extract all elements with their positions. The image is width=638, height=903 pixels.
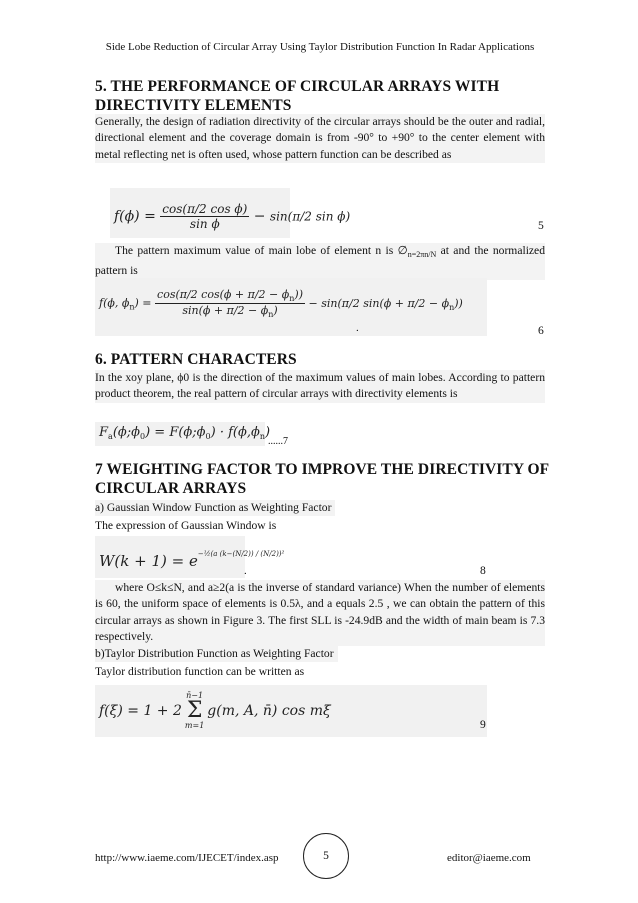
equation-7-number: ......7: [268, 436, 288, 447]
gaussian-paragraph: where O≤k≤N, and a≥2(a is the inverse of standard variance) When the number of elements is 60, the uniform space of elements is 0.5λ, and a equals 2.5 , we can obtain the pattern of this circular arrays as shown in Figure 3. The first SLL is -24.9dB and the width of main beam is 7.3 respectively.: [95, 580, 545, 646]
taylor-intro-line: Taylor distribution function can be written as: [95, 665, 305, 678]
subsection-b-title: b)Taylor Distribution Function as Weighting Factor: [95, 646, 338, 662]
eq8-exponent: −½(a (k−(N/2)) / (N/2))²: [197, 550, 285, 558]
eq9-summation: n̄−1 Σ m=1: [184, 691, 205, 730]
equation-5: f(ϕ) = $\frac{\text{cos(π/2 cos ϕ)}}{\text{sin ϕ}}$ − sin(π/2 sin ϕ): [110, 188, 290, 238]
section-7-heading: 7 WEIGHTING FACTOR TO IMPROVE THE DIRECTIVITY OF CIRCULAR ARRAYS: [95, 461, 549, 497]
footer-url-link[interactable]: http://www.iaeme.com/IJECET/index.asp: [95, 852, 279, 864]
equation-9: f(ξ) = 1 + 2 n̄−1 Σ m=1 g(m, A, n̄) cos mξ: [95, 685, 487, 737]
page-number: 5: [303, 833, 349, 879]
phi-symbol: ∅: [397, 244, 408, 257]
equation-7: $F_a(\phi;\phi_0)$ = $F(\phi;\phi_0) \cdot f(\phi,\phi_n)$: [95, 422, 265, 446]
running-header: Side Lobe Reduction of Circular Array Using Taylor Distribution Function In Radar Applications: [105, 41, 535, 53]
section-6-heading: 6. PATTERN CHARACTERS: [95, 351, 297, 368]
equation-8-dot: .: [244, 565, 247, 577]
equation-6: f(ϕ, $\phi_n$) = $\frac{\cos(\pi/2 \cos(\phi + \pi/2 - \phi_n))}{\sin(\phi + \pi/2 - \phi_n)}$ − sin(π/2 $\sin(\phi + \pi/2 - \phi_n)$): [95, 278, 487, 336]
equation-9-number: 9: [480, 718, 486, 731]
equation-6-number: 6: [538, 324, 544, 337]
section-5-paragraph: Generally, the design of radiation directivity of the circular arrays should be the outer and radial, directional element and the coverage domain is from -90° to +90° to the center element with metal reflecting net is often used, whose pattern function can be described as: [95, 114, 545, 163]
equation-5-number: 5: [538, 219, 544, 232]
eq5-fraction: $\frac{\text{cos(π/2 cos ϕ)}}{\text{sin ϕ}}$: [162, 202, 248, 231]
eq5-lhs: f(ϕ) =: [114, 208, 156, 225]
pattern-maximum-paragraph: The pattern maximum value of main lobe of element n is $\emptyset_{n=2\pi n/N}$ at and the normalized pattern is: [95, 243, 545, 280]
equation-6-dot: .: [356, 322, 359, 334]
eq5-minus: −: [253, 208, 266, 225]
footer-email-link[interactable]: editor@iaeme.com: [447, 852, 531, 864]
section-6-paragraph: In the xoy plane, ϕ0 is the direction of the maximum values of main lobes. According to pattern product theorem, the real pattern of circular arrays with directivity elements is: [95, 370, 545, 403]
equation-8-number: 8: [480, 564, 486, 577]
equation-8: $W(k + 1) = e^{-\frac{1}{2}(a (k-(N/2)) / (N/2))^2}$: [95, 536, 245, 578]
subsection-a-title: a) Gaussian Window Function as Weighting Factor: [95, 500, 335, 516]
eq6-fraction: $\frac{\cos(\pi/2 \cos(\phi + \pi/2 - \phi_n))}{\sin(\phi + \pi/2 - \phi_n)}$: [157, 288, 304, 319]
section-5-heading: 5. THE PERFORMANCE OF CIRCULAR ARRAYS WITH DIRECTIVITY ELEMENTS: [95, 78, 500, 114]
gaussian-intro-line: The expression of Gaussian Window is: [95, 519, 277, 532]
